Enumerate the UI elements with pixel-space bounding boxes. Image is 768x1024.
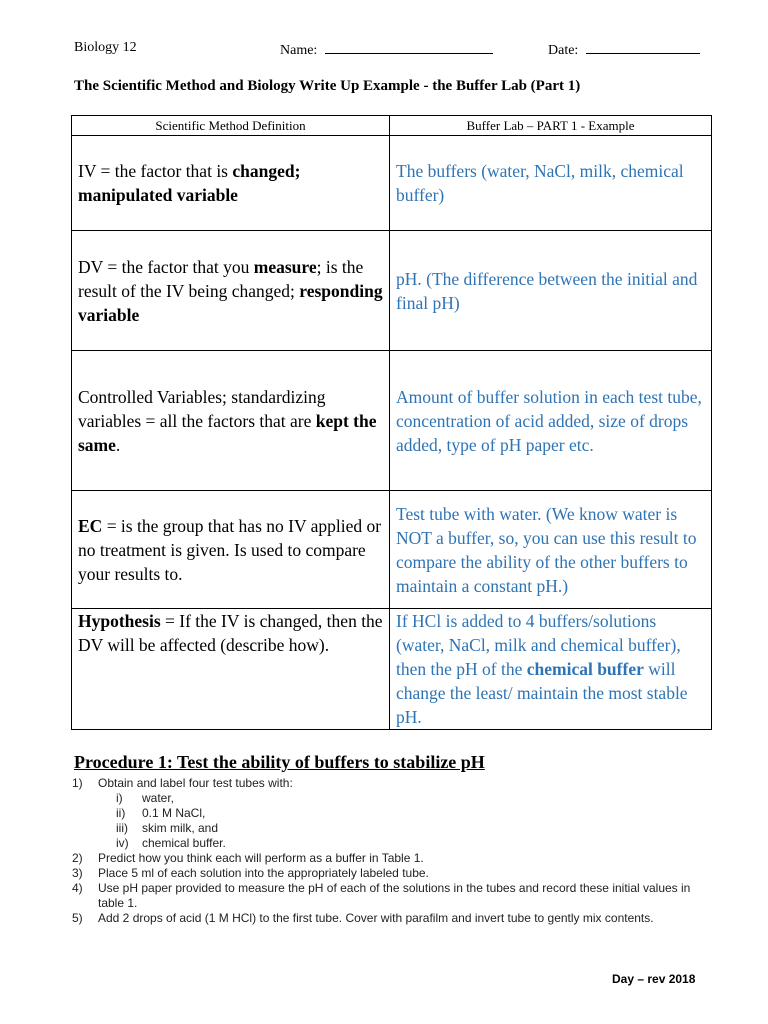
cell-text-run: responding variable [78, 280, 383, 325]
cell-text-run: Amount of buffer solution in each test tube, concentration of acid added, size of drops added, type of pH paper etc. [396, 386, 702, 455]
cell-text-run: chemical buffer [526, 659, 644, 679]
sub-step [116, 836, 712, 851]
procedure-title: Procedure 1: Test the ability of buffers to stabilize pH [74, 752, 485, 772]
sub-step-number: i) [116, 791, 123, 805]
name-label: Name: [280, 43, 318, 58]
procedure-step [72, 911, 712, 926]
sub-step-text: skim milk, and [142, 821, 219, 835]
procedure-step [72, 851, 712, 866]
cell-text-run: pH. (The difference between the initial and final pH) [396, 268, 698, 313]
step-text: Predict how you think each will perform as a buffer in Table 1. [98, 851, 424, 865]
cell-text-run: . [115, 434, 121, 455]
table-row [72, 136, 712, 231]
sub-step [116, 791, 712, 806]
sub-step-text: 0.1 M NaCl, [142, 806, 206, 820]
sub-step [116, 806, 712, 821]
cell-text-run: Controlled Variables; standardizing variables = all the factors that are [78, 386, 326, 431]
cell-text-run: changed; [232, 161, 301, 181]
cell-text-run: If HCl is added to 4 buffers/solutions (water, NaCl, milk and chemical buffer), then the pH of the [396, 611, 681, 679]
date-label: Date: [548, 43, 579, 58]
table-row [72, 231, 712, 351]
definition-cell [72, 609, 390, 730]
table-row [72, 351, 712, 491]
cell-text-run: = If the IV is changed, then the DV will be affected (describe how). [78, 611, 383, 655]
procedure-step [72, 881, 712, 911]
procedure-step [72, 776, 712, 851]
cell-text-run: will change the least/ maintain the most stable pH. [396, 659, 688, 727]
step-number: 4) [72, 881, 83, 895]
col-header-definition: Scientific Method Definition [72, 116, 390, 136]
example-cell [390, 351, 712, 491]
cell-text-run: measure [253, 256, 317, 277]
cell-text-run: Hypothesis [78, 611, 161, 631]
date-field [548, 40, 700, 59]
example-cell [390, 491, 712, 609]
cell-text-run: = is the group that has no IV applied or no treatment is given. Is used to compare your results to. [78, 515, 382, 584]
step-number: 5) [72, 911, 83, 925]
step-text: Add 2 drops of acid (1 M HCl) to the first tube. Cover with parafilm and invert tube to gently mix contents. [98, 911, 654, 925]
sub-step-number: iii) [116, 821, 128, 835]
name-blank [325, 40, 493, 54]
table-row [72, 491, 712, 609]
definition-cell [72, 231, 390, 351]
example-cell [390, 609, 712, 730]
cell-text-run: IV = the factor that is [78, 161, 233, 181]
cell-text-run: Test tube with water. (We know water is NOT a buffer, so, you can use this result to compare the ability of the other buffers to maintain a constant pH.) [396, 503, 697, 596]
definition-cell [72, 351, 390, 491]
step-text: Use pH paper provided to measure the pH of each of the solutions in the tubes and record these initial values in table 1. [98, 881, 691, 910]
step-text: Obtain and label four test tubes with: [98, 776, 293, 790]
sub-step-number: ii) [116, 806, 126, 820]
cell-text-run: The buffers (water, NaCl, milk, chemical buffer) [396, 161, 684, 205]
cell-text-run: EC [78, 515, 103, 536]
procedure-step [72, 866, 712, 881]
col-header-example: Buffer Lab – PART 1 - Example [390, 116, 712, 136]
sub-step [116, 821, 712, 836]
definition-cell [72, 136, 390, 231]
step-number: 1) [72, 776, 83, 790]
cell-text-run: DV = the factor that you [78, 256, 254, 277]
table-row [72, 609, 712, 730]
cell-text-run: ; is the result of the IV being changed; [78, 256, 364, 301]
cell-text-run: manipulated variable [78, 185, 238, 205]
definition-cell [72, 491, 390, 609]
sub-step-text: chemical buffer. [142, 836, 226, 850]
footer-revision: Day – rev 2018 [612, 972, 696, 986]
table-header-row [72, 116, 712, 136]
example-cell [390, 231, 712, 351]
page-title: The Scientific Method and Biology Write Up Example - the Buffer Lab (Part 1) [74, 78, 581, 94]
definitions-table [71, 115, 712, 730]
step-text: Place 5 ml of each solution into the appropriately labeled tube. [98, 866, 429, 880]
name-field [280, 40, 493, 59]
sub-step-number: iv) [116, 836, 129, 850]
step-number: 3) [72, 866, 83, 880]
course-label: Biology 12 [74, 40, 137, 55]
date-blank [586, 40, 700, 54]
example-cell [390, 136, 712, 231]
sub-step-list [98, 791, 712, 851]
cell-text-run: kept the same [78, 410, 377, 455]
step-number: 2) [72, 851, 83, 865]
procedure-steps [72, 776, 712, 926]
sub-step-text: water, [142, 791, 175, 805]
